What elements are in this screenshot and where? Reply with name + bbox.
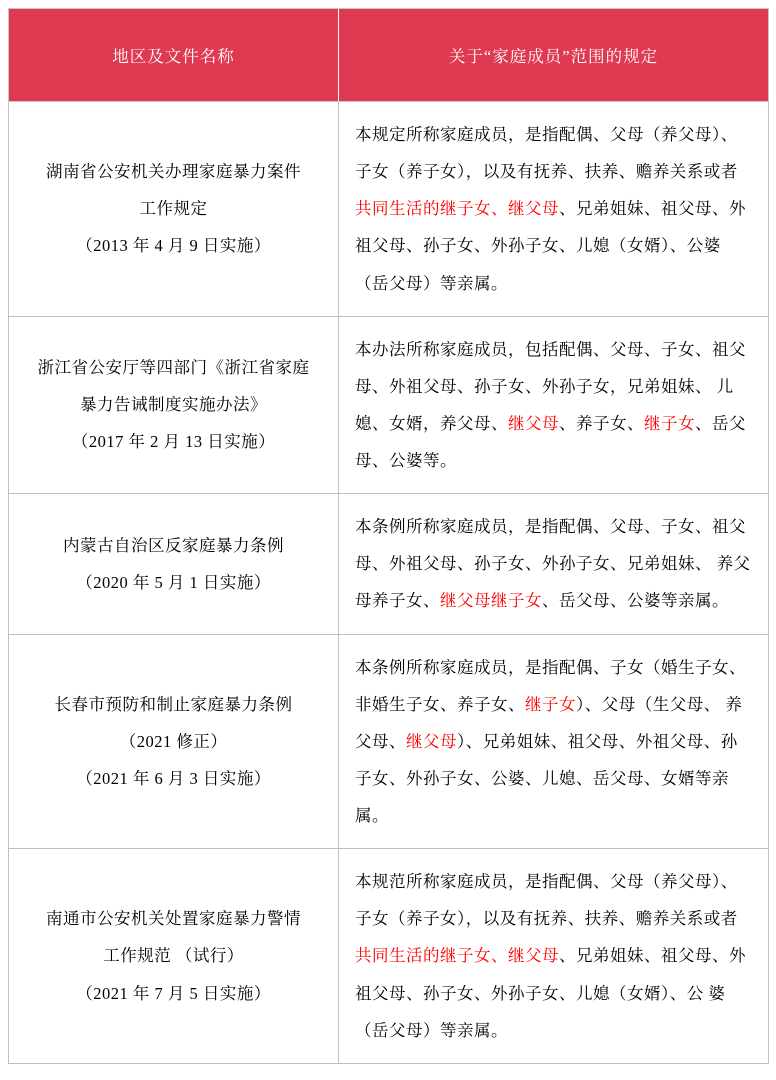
definition-text: 、养子女、 [559, 413, 644, 433]
column-header-definition: 关于“家庭成员”范围的规定 [339, 9, 769, 102]
definition-text: ）、兄弟姐妹、祖父母、外祖父母、孙子女、外孙子女、公婆、儿媳、岳父母、女婿等亲属。 [355, 731, 738, 825]
family-member-definition-cell [339, 316, 769, 494]
highlighted-text: 共同生活的继子女、继父母 [355, 199, 559, 219]
region-document-name-line: （2021 年 7 月 5 日实施） [76, 983, 271, 1003]
highlighted-text: 共同生活的继子女、继父母 [355, 946, 559, 966]
table-row [9, 102, 769, 317]
region-document-name-line: 工作规范 （试行） [103, 946, 244, 966]
region-document-name-line: 暴力告诫制度实施办法》 [80, 395, 267, 415]
table-row [9, 634, 769, 849]
highlighted-text: 继父母 [406, 731, 457, 751]
regulations-table [8, 8, 769, 1064]
region-document-name-line: （2021 修正） [119, 731, 228, 751]
region-document-name-line: 湖南省公安机关办理家庭暴力案件 [46, 162, 301, 182]
family-member-definition-cell [339, 494, 769, 634]
highlighted-text: 继父母继子女 [440, 591, 542, 611]
region-document-name-line: （2017 年 2 月 13 日实施） [71, 432, 276, 452]
family-member-definition-cell [339, 102, 769, 317]
definition-text: 、岳父母、公婆等亲属。 [542, 591, 729, 611]
region-document-name-line: （2020 年 5 月 1 日实施） [76, 572, 271, 592]
region-document-name-line: （2013 年 4 月 9 日实施） [76, 236, 271, 256]
table-body [9, 102, 769, 1064]
region-document-name-line: 工作规定 [139, 199, 208, 219]
definition-text: 本条例所称家庭成员，是指配偶、子女（婚生子女、非婚生子女、养子女、 [355, 657, 746, 714]
column-header-region: 地区及文件名称 [9, 9, 339, 102]
region-document-name-line: （2021 年 6 月 3 日实施） [76, 768, 271, 788]
region-document-name-cell [9, 102, 339, 317]
definition-text: 本规定所称家庭成员，是指配偶、父母（养父母）、子女（养子女），以及有抚养、扶养、赡养关系或者 [355, 125, 738, 182]
region-document-name-line: 浙江省公安厅等四部门《浙江省家庭 [37, 358, 310, 378]
highlighted-text: 继父母 [508, 413, 559, 433]
definition-text: 本条例所称家庭成员，是指配偶、父母、子女、祖父母、外祖父母、孙子女、外孙子女、兄弟姐妹、 养父母养子女、 [355, 517, 751, 611]
region-document-name-cell [9, 494, 339, 634]
highlighted-text: 继子女 [525, 694, 576, 714]
definition-text: 、兄弟姐妹、祖父母、外祖父母、孙子女、外孙子女、儿媳（女婿）、公婆（岳父母）等亲属。 [355, 199, 746, 293]
region-document-name-line: 南通市公安机关处置家庭暴力警情 [46, 909, 301, 929]
highlighted-text: 继子女 [644, 413, 695, 433]
table-row [9, 849, 769, 1064]
region-document-name-line: 内蒙古自治区反家庭暴力条例 [63, 535, 284, 555]
definition-text: ）、父母（生父母、 养父母、 [355, 694, 743, 751]
region-document-name-cell [9, 634, 339, 849]
table-row [9, 316, 769, 494]
region-document-name-line: 长春市预防和制止家庭暴力条例 [54, 694, 293, 714]
family-member-definition-cell [339, 849, 769, 1064]
definition-text: 、兄弟姐妹、祖父母、外祖父母、孙子女、外孙子女、儿媳（女婿）、公 婆（岳父母）等亲属。 [355, 946, 746, 1040]
definition-text: 、岳父母、公婆等。 [355, 413, 746, 470]
table-header-row [9, 9, 769, 102]
definition-text: 本规范所称家庭成员，是指配偶、父母（养父母）、子女（养子女），以及有抚养、扶养、赡养关系或者 [355, 872, 738, 929]
table-header [9, 9, 769, 102]
table-row [9, 494, 769, 634]
region-document-name-cell [9, 849, 339, 1064]
family-member-definition-cell [339, 634, 769, 849]
region-document-name-cell [9, 316, 339, 494]
definition-text: 本办法所称家庭成员，包括配偶、父母、子女、祖父母、外祖父母、孙子女、外孙子女，兄弟姐妹、 儿媳、女婿，养父母、 [355, 339, 746, 433]
